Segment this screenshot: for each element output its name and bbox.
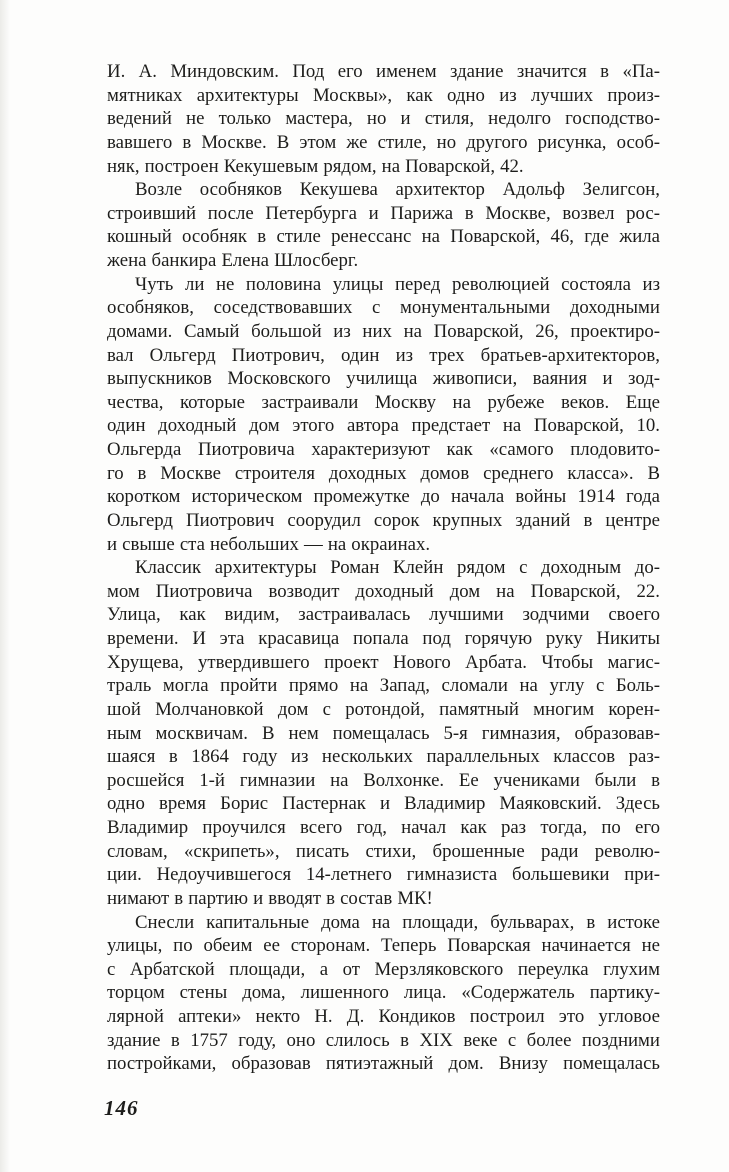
text-line: вал Ольгерд Пиотрович, один из трех братьев-архитекторов, — [107, 344, 660, 366]
text-line: Хрущева, утвердившего проект Нового Арбата. Чтобы магис- — [107, 651, 660, 673]
text-line: И. А. Миндовским. Под его именем здание значится в «Па- — [107, 61, 660, 82]
text-line: коротком историческом промежутке до начала войны 1914 года — [107, 486, 660, 508]
paragraph — [107, 273, 660, 557]
text-line: мом Пиотровича возводит доходный дом на Поварской, 22. — [107, 580, 660, 602]
text-line: одно время Борис Пастернак и Владимир Маяковский. Здесь — [107, 793, 660, 815]
paragraph — [107, 178, 660, 273]
text-line: Чуть ли не половина улицы перед революцией состояла из — [135, 273, 660, 295]
text-line: словам, «скрипеть», писать стихи, брошенные ради револю- — [107, 840, 660, 862]
text-line: Ольгерда Пиотровича характеризуют как «самого плодовито- — [107, 439, 660, 460]
text-line: постройками, образовав пятиэтажный дом. Внизу помещалась — [107, 1053, 660, 1075]
paragraph — [107, 60, 660, 178]
text-line: один доходный дом этого автора предстает на Поварской, 10. — [107, 415, 660, 437]
text-line: здание в 1757 году, оно слилось в XIX веке с более поздними — [107, 1029, 660, 1051]
text-line: особняков, соседствовавших с монументальными доходными — [107, 297, 660, 319]
text-block — [107, 60, 660, 1076]
page-edge-shadow — [0, 0, 10, 1172]
text-line: ным москвичам. В нем помещалась 5-я гимназия, образовав- — [107, 722, 660, 744]
text-line: мятниках архитектуры Москвы», как одно из лучших произ- — [107, 84, 660, 106]
text-line: траль могла пройти прямо на Запад, сломали на углу с Боль- — [107, 675, 660, 697]
text-line: жена банкира Елена Шлосберг. — [107, 250, 359, 271]
text-line: с Арбатской площади, а от Мерзляковского переулка глухим — [107, 958, 660, 980]
text-line: времени. И эта красавица попала под горячую руку Никиты — [107, 628, 660, 649]
text-line: Снесли капитальные дома на площади, бульварах, в истоке — [135, 911, 660, 933]
text-line: кошный особняк в стиле ренессанс на Поварской, 46, где жила — [107, 226, 660, 248]
text-line: росшейся 1-й гимназии на Волхонке. Ее учениками были в — [107, 769, 660, 791]
page-number: 146 — [104, 1096, 139, 1120]
text-line: Классик архитектуры Роман Клейн рядом с доходным до- — [135, 557, 660, 579]
text-line: выпускников Московского училища живописи, ваяния и зод- — [107, 368, 660, 390]
text-line: шаяся в 1864 году из нескольких параллельных классов раз- — [107, 746, 660, 768]
text-line: Ольгерд Пиотрович соорудил сорок крупных зданий в центре — [107, 509, 660, 531]
text-line: лярной аптеки» некто Н. Д. Кондиков построил это угловое — [107, 1006, 660, 1027]
paragraph — [107, 556, 660, 910]
text-line: няк, построен Кекушевым рядом, на Поварской, 42. — [107, 155, 524, 177]
text-line: улицы, по обеим ее сторонам. Теперь Поварская начинается не — [107, 935, 660, 957]
text-line: Владимир проучился всего год, начал как раз тогда, по его — [107, 817, 660, 838]
text-line: и свыше ста небольших — на окраинах. — [107, 533, 431, 555]
text-line: торцом стены дома, лишенного лица. «Содержатель партику- — [107, 982, 660, 1004]
text-line: ведений не только мастера, но и стиля, недолго господство- — [107, 108, 660, 130]
text-line: чества, которые застраивали Москву на рубеже веков. Еще — [107, 391, 660, 413]
text-line: вавшего в Москве. В этом же стиле, но другого рисунка, особ- — [107, 131, 660, 153]
text-line: домами. Самый большой из них на Поварской, 26, проектиро- — [107, 320, 660, 342]
text-line: Улица, как видим, застраивалась лучшими зодчими своего — [107, 604, 660, 626]
text-line: го в Москве строителя доходных домов среднего класса». В — [107, 462, 660, 484]
text-line: шой Молчановкой дом с ротондой, памятный многим корен- — [107, 698, 660, 720]
paragraph — [107, 911, 660, 1076]
text-line: нимают в партию и вводят в состав МК! — [107, 887, 433, 909]
text-line: строивший после Петербурга и Парижа в Москве, возвел рос- — [107, 202, 660, 224]
text-line: Возле особняков Кекушева архитектор Адольф Зелигсон, — [135, 179, 660, 201]
text-line: ции. Недоучившегося 14-летнего гимназиста большевики при- — [107, 864, 660, 886]
